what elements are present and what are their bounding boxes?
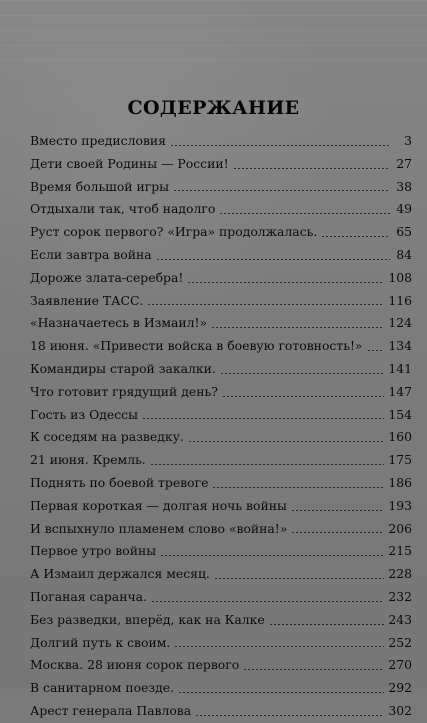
dot-leader	[367, 350, 385, 351]
toc-entry-title: Дети своей Родины — России!	[30, 155, 229, 171]
toc-entry-page: 243	[388, 611, 412, 627]
dot-leader	[174, 646, 384, 647]
dot-leader	[160, 555, 384, 556]
toc-entry-page: 160	[388, 429, 412, 445]
toc-entry	[30, 176, 412, 199]
toc-entry	[30, 586, 412, 609]
toc-entry-page: 3	[404, 133, 412, 148]
toc-entry-page: 141	[388, 360, 412, 376]
toc-entry-page: 27	[396, 155, 412, 171]
dot-leader	[219, 213, 390, 214]
toc-entry-title: «Назначаетесь в Измаил!»	[30, 315, 208, 331]
toc-entry-title: И вспыхнуло пламенем слово «война!»	[30, 520, 288, 536]
dot-leader	[156, 259, 390, 260]
toc-entry	[30, 609, 412, 632]
toc-entry	[30, 518, 412, 541]
dot-leader	[147, 304, 384, 305]
toc-entry-page: 193	[388, 497, 412, 513]
dot-leader	[243, 669, 384, 670]
toc-entry	[30, 221, 412, 244]
dot-leader	[170, 145, 390, 146]
toc-entry-title: Руст сорок первого? «Игра» продолжалась.	[30, 224, 318, 240]
toc-entry-title: Первое утро войны	[30, 543, 157, 559]
toc-entry	[30, 677, 412, 700]
dot-leader	[151, 601, 384, 602]
toc-entry	[30, 290, 412, 313]
dot-leader	[233, 168, 390, 169]
toc-entry-title: 21 июня. Кремль.	[30, 452, 146, 468]
toc-entry	[30, 540, 412, 563]
toc-entry-title: Москва. 28 июня сорок первого	[30, 657, 240, 673]
dot-leader	[195, 715, 384, 716]
toc-entry-title: Что готовит грядущий день?	[30, 383, 218, 399]
dot-leader	[142, 418, 384, 419]
toc-entry	[30, 654, 412, 677]
toc-entry	[30, 381, 412, 404]
toc-entry	[30, 198, 412, 221]
toc-entry-page: 49	[396, 201, 412, 217]
toc-entry-page: 84	[396, 246, 412, 262]
toc-entry	[30, 563, 412, 586]
toc-entry-page: 38	[396, 178, 412, 194]
toc-entry-page: 292	[388, 680, 412, 696]
toc-entry-page: 124	[388, 315, 412, 331]
toc-entry	[30, 472, 412, 495]
toc-entry-title: Поганая саранча.	[30, 588, 147, 604]
toc-entry	[30, 335, 412, 358]
dot-leader	[214, 578, 384, 579]
toc-entry-page: 154	[388, 406, 412, 422]
dot-leader	[187, 282, 384, 283]
dot-leader	[150, 464, 385, 465]
toc-entry-title: К соседям на разведку.	[30, 429, 184, 445]
toc-entry-title: Командиры старой закалки.	[30, 360, 216, 376]
toc-entry	[30, 700, 412, 723]
toc-entry-page: 175	[388, 452, 412, 468]
toc-entry-title: Гость из Одессы	[30, 406, 138, 422]
toc-entry-title: Отдыхали так, чтоб надолго	[30, 201, 216, 217]
toc-entry-page: 228	[388, 566, 412, 582]
toc-entry-title: Время большой игры	[30, 178, 170, 194]
toc-entry-page: 215	[388, 543, 412, 559]
dot-leader	[291, 532, 384, 533]
toc-entry-title: Заявление ТАСС.	[30, 292, 144, 308]
dot-leader	[211, 327, 384, 328]
toc-entry-page: 186	[388, 474, 412, 490]
toc-entry-title: Долгий путь к своим.	[30, 634, 171, 650]
dot-leader	[173, 190, 390, 191]
toc-entry-page: 134	[388, 338, 412, 354]
toc-entry	[30, 267, 412, 290]
toc-entry-title: 18 июня. «Привести войска в боевую готовность!»	[30, 338, 363, 354]
toc-entry	[30, 130, 412, 153]
toc-entry-title: Арест генерала Павлова	[30, 702, 192, 718]
toc-entry	[30, 358, 412, 381]
toc-entry-page: 147	[388, 383, 412, 399]
toc-entry-page: 232	[388, 588, 412, 604]
toc-entry-title: Вместо предисловия	[30, 133, 167, 148]
toc-entry-title: А Измаил держался месяц.	[30, 566, 210, 582]
toc-entry-page: 116	[388, 292, 412, 308]
dot-leader	[188, 441, 385, 442]
dot-leader	[212, 487, 384, 488]
toc-entry-title: В санитарном поезде.	[30, 680, 175, 696]
toc-entry	[30, 244, 412, 267]
toc-entry-title: Дороже злата-серебра!	[30, 269, 184, 285]
toc-entry	[30, 312, 412, 335]
toc-entry	[30, 153, 412, 176]
dot-leader	[222, 396, 384, 397]
toc-entry-title: Без разведки, вперёд, как на Калке	[30, 611, 265, 627]
toc-entry-page: 65	[396, 224, 412, 240]
dot-leader	[220, 373, 385, 374]
toc-entry-page: 270	[388, 657, 412, 673]
show-through-text	[0, 0, 427, 70]
toc-entry-page: 252	[388, 634, 412, 650]
page-title: СОДЕРЖАНИЕ	[127, 97, 300, 119]
toc-entry-title: Первая короткая — долгая ночь войны	[30, 497, 287, 513]
dot-leader	[321, 236, 390, 237]
toc-entry-page: 206	[388, 520, 412, 536]
toc-entry-title: Поднять по боевой тревоге	[30, 474, 209, 490]
toc-entry	[30, 449, 412, 472]
dot-leader	[291, 510, 384, 511]
toc-entry	[30, 495, 412, 518]
toc-entry	[30, 404, 412, 427]
dot-leader	[269, 624, 385, 625]
table-of-contents	[30, 130, 412, 718]
toc-entry	[30, 632, 412, 655]
toc-entry-page: 108	[388, 269, 412, 285]
toc-entry-title: Если завтра война	[30, 246, 152, 262]
dot-leader	[178, 692, 384, 693]
toc-entry	[30, 426, 412, 449]
toc-entry-page: 302	[388, 702, 412, 718]
